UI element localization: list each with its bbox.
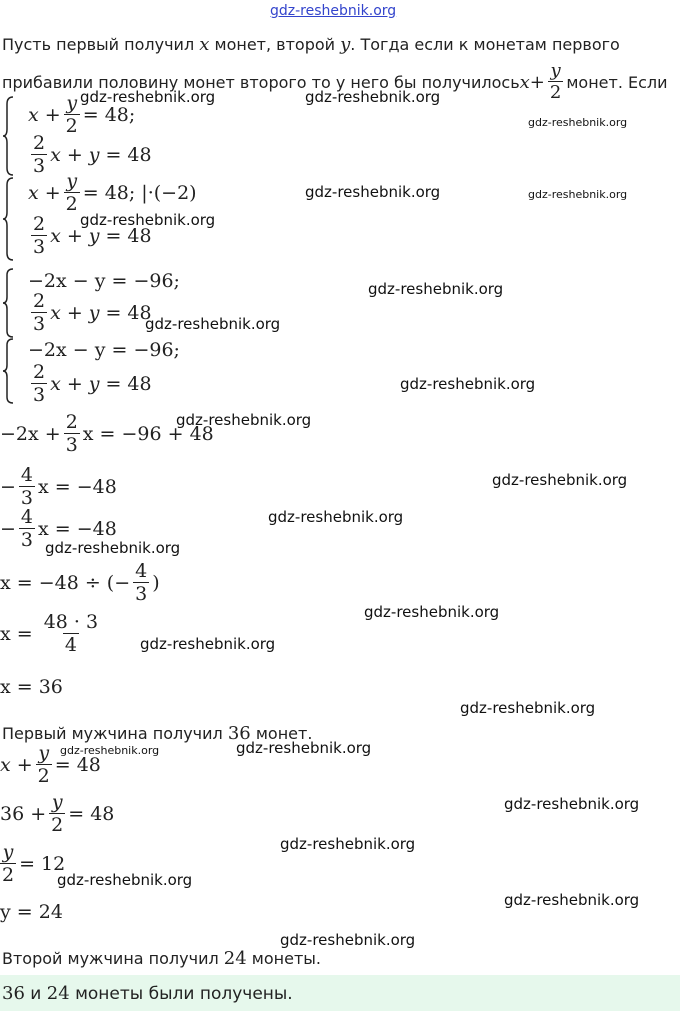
watermark: gdz-reshebnik.org [80, 211, 216, 229]
watermark: gdz-reshebnik.org [280, 931, 416, 949]
substitution-equation-1: x + $\frac{y}{2}$ = 48 [0, 742, 101, 787]
system-brace-3 [2, 268, 14, 338]
watermark: gdz-reshebnik.org [176, 411, 312, 429]
system3-eq1: −2x − y = −96; [28, 270, 180, 292]
combined-equation: −2x + $\frac{2}{3}$ x = −96 + 48 [0, 411, 214, 456]
watermark: gdz-reshebnik.org [528, 116, 628, 129]
plus-sign: + [529, 71, 545, 93]
watermark: gdz-reshebnik.org [268, 508, 404, 526]
watermark: gdz-reshebnik.org [45, 539, 181, 557]
fraction-y-over-2: $\frac{y}{2}$ [549, 60, 562, 103]
var-x: x [519, 71, 530, 93]
system-brace-4 [2, 338, 14, 404]
system-brace-1 [2, 96, 14, 176]
watermark: gdz-reshebnik.org [57, 871, 193, 889]
simplified-equation-1: − $\frac{4}{3}$ x = −48 [0, 464, 117, 509]
intro-text: . Тогда если к монетам первого [350, 35, 620, 54]
watermark: gdz-reshebnik.org [305, 88, 441, 106]
watermark: gdz-reshebnik.org [140, 635, 276, 653]
watermark: gdz-reshebnik.org [460, 699, 596, 717]
watermark: gdz-reshebnik.org [60, 744, 160, 757]
division-equation: x = −48 ÷ (− $\frac{4}{3}$ ) [0, 560, 160, 605]
system1-eq2: $\frac{2}{3}$ x + y = 48 [33, 132, 152, 177]
watermark: gdz-reshebnik.org [80, 88, 216, 106]
watermark: gdz-reshebnik.org [504, 891, 640, 909]
intro-text: монет. Если [566, 72, 668, 92]
x-result: x = 36 [0, 676, 63, 698]
system2-eq1: x + $\frac{y}{2}$ = 48; |·(−2) [28, 170, 197, 215]
product-fraction-equation: x = $\frac{48 \cdot 3}{4}$ [0, 611, 99, 656]
watermark: gdz-reshebnik.org [504, 795, 640, 813]
second-man-sentence: Второй мужчина получил 24 монеты. [2, 948, 321, 969]
intro-text: монет, второй [209, 35, 341, 54]
watermark: gdz-reshebnik.org [492, 471, 628, 489]
answer-text: 36 и 24 монеты были получены. [2, 983, 293, 1004]
intro-line-1 [2, 34, 620, 55]
first-man-sentence: Первый мужчина получил 36 монет. [2, 723, 313, 744]
watermark: gdz-reshebnik.org [368, 280, 504, 298]
substitution-equation-2: 36 + $\frac{y}{2}$ = 48 [0, 791, 115, 836]
system1-eq1: x + $\frac{y}{2}$ = 48; [28, 92, 136, 137]
watermark: gdz-reshebnik.org [280, 835, 416, 853]
watermark: gdz-reshebnik.org [236, 739, 372, 757]
system-brace-2 [2, 177, 14, 261]
var-x: x [199, 34, 210, 55]
watermark: gdz-reshebnik.org [305, 183, 441, 201]
system4-eq2: $\frac{2}{3}$ x + y = 48 [33, 361, 152, 406]
system4-eq1: −2x − y = −96; [28, 339, 180, 361]
watermark: gdz-reshebnik.org [528, 188, 628, 201]
watermark: gdz-reshebnik.org [400, 375, 536, 393]
system3-eq2: $\frac{2}{3}$ x + y = 48 [33, 290, 152, 335]
header-watermark-link[interactable]: gdz-reshebnik.org [270, 3, 397, 19]
y-result: y = 24 [0, 901, 63, 923]
system2-eq2: $\frac{2}{3}$ x + y = 48 [33, 213, 152, 258]
intro-text: прибавили половину монет второго то у него бы получилось [2, 72, 520, 92]
watermark: gdz-reshebnik.org [364, 603, 500, 621]
var-y: y [340, 34, 351, 55]
intro-text: Пусть первый получил [2, 35, 200, 54]
simplified-equation-2: − $\frac{4}{3}$ x = −48 [0, 506, 117, 551]
half-y-equation: $\frac{y}{2}$ = 12 [2, 841, 66, 886]
watermark: gdz-reshebnik.org [145, 315, 281, 333]
